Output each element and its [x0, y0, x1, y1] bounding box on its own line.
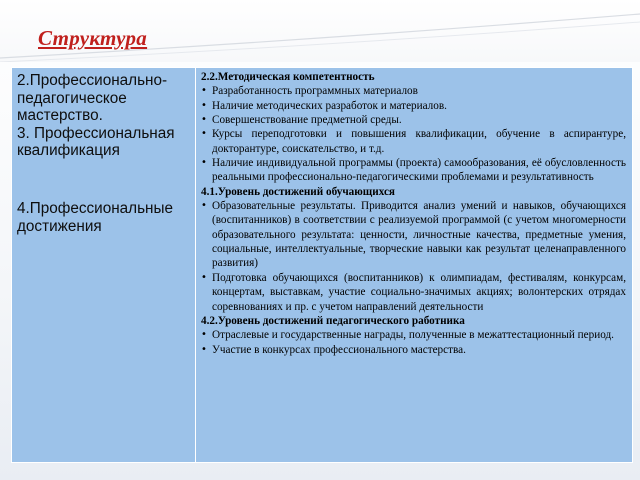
- bullet-list-methodical: [201, 84, 628, 184]
- list-item: • Разработанность программных материалов: [201, 84, 628, 98]
- list-item: • Участие в конкурсах профессионального мастерства.: [201, 343, 628, 357]
- left-column: [12, 68, 196, 462]
- left-item-achievements: 4.Профессиональные достижения: [17, 199, 174, 235]
- list-item: • Образовательные результаты. Приводится анализ умений и навыков, обучающихся (воспитанников) в соответствии с реализуемой программой (с учетом многомерности образовательного результата: ценности, личностные качества, предметные умения, социальные, интеллектуальные, творческие навыки как результат целенаправленного развития): [201, 199, 628, 271]
- bullet-list-teacher-achievements: [201, 328, 628, 357]
- section-heading-student-achievements: 4.1.Уровень достижений обучающихся: [201, 185, 395, 198]
- bullet-list-student-achievements: [201, 199, 628, 314]
- left-item-qualification: 3. Профессиональная квалификация: [17, 124, 175, 160]
- right-column: [196, 68, 632, 462]
- list-item: • Отраслевые и государственные награды, полученные в межаттестационный период.: [201, 328, 628, 342]
- slide-title: Структура: [38, 26, 148, 50]
- title-band: [0, 0, 640, 62]
- left-gap: [17, 160, 191, 200]
- left-item-mastery: 2.Профессионально-педагогическое мастерство.: [17, 72, 168, 125]
- section-heading-methodical: 2.2.Методическая компетентность: [201, 71, 375, 83]
- list-item: • Наличие методических разработок и материалов.: [201, 99, 628, 113]
- list-item: • Подготовка обучающихся (воспитанников) к олимпиадам, фестивалям, конкурсам, концертам, выставкам, участие социально-значимых акциях; волонтерских отрядах соревнованиях и пр. с учетом направлений деятельности: [201, 271, 628, 314]
- content-table: [11, 67, 633, 463]
- list-item: • Курсы переподготовки и повышения квалификации, обучение в аспирантуре, докторантуре, соискательство, и т.д.: [201, 127, 628, 156]
- section-heading-teacher-achievements: 4.2.Уровень достижений педагогического работника: [201, 314, 465, 327]
- list-item: • Наличие индивидуальной программы (проекта) самообразования, её обусловленность реальными профессионально-педагогическими проблемами и результативность: [201, 156, 628, 185]
- list-item: • Совершенствование предметной среды.: [201, 113, 628, 127]
